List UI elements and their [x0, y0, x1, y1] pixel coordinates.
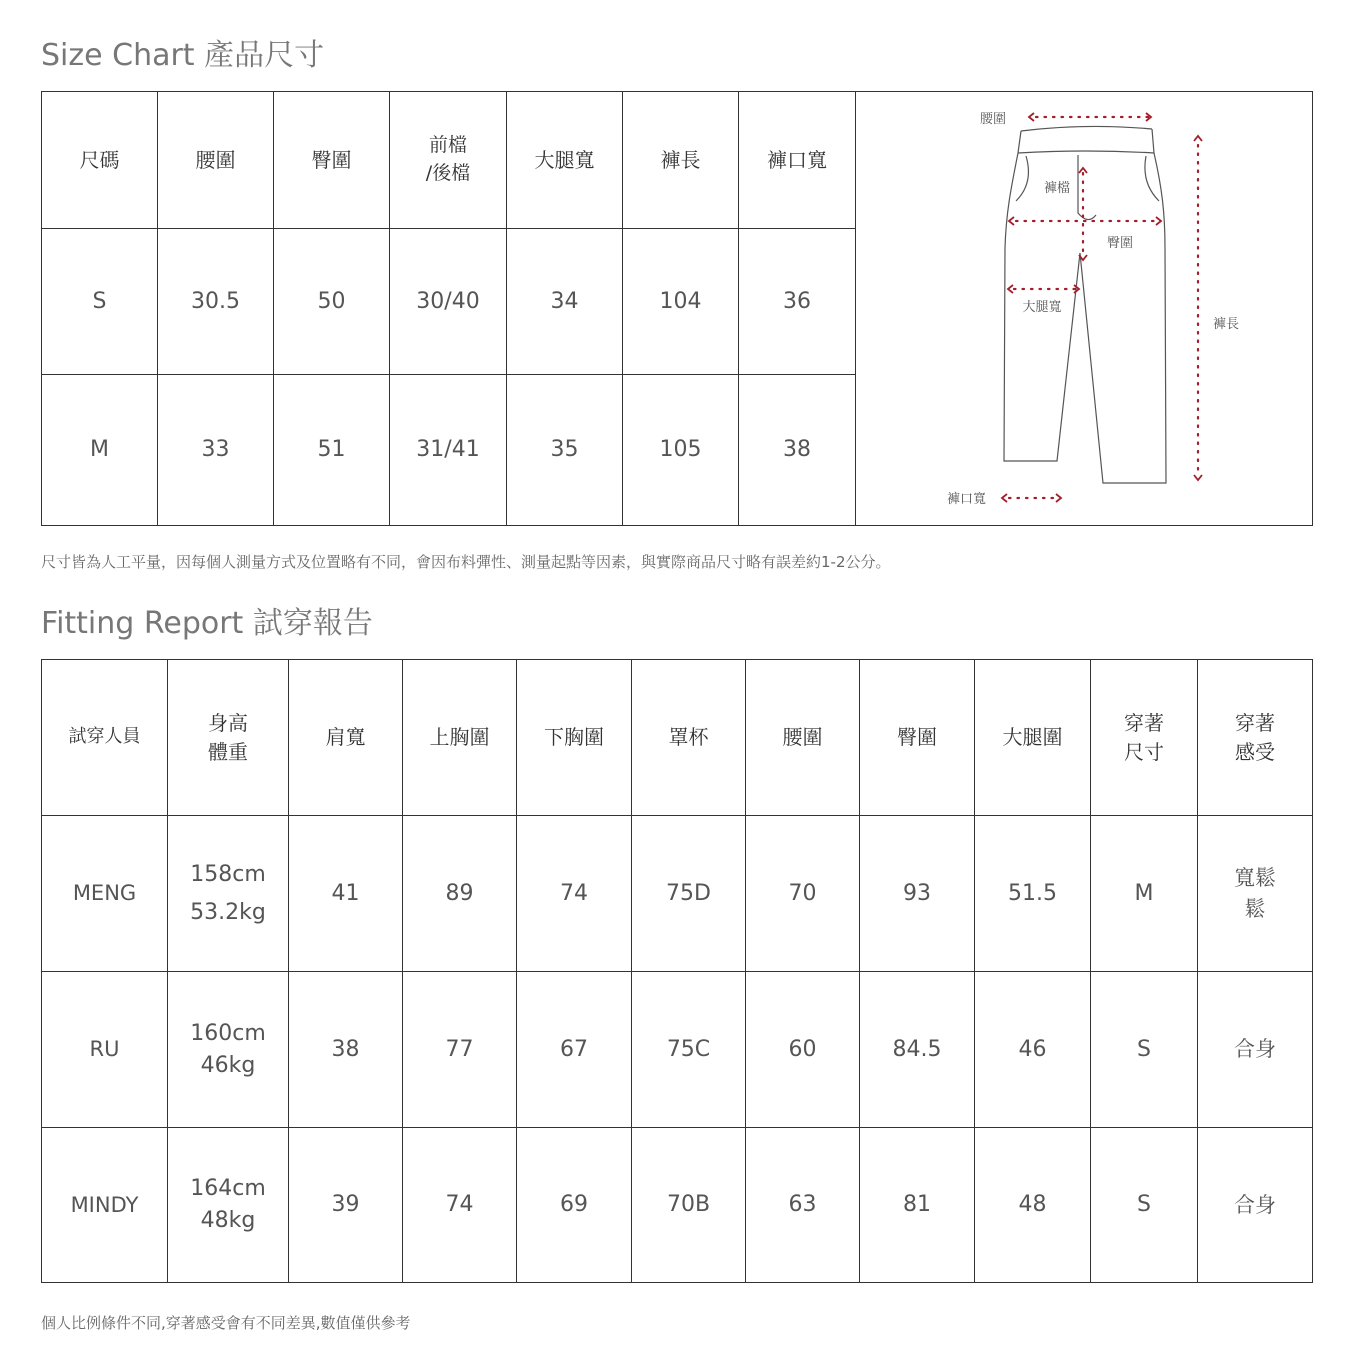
cell-size: M — [42, 375, 158, 526]
header-crotch-line2: /後檔 — [425, 162, 471, 184]
cell-height-weight — [168, 816, 289, 972]
cell-waist: 30.5 — [158, 229, 274, 375]
cell-under-chest: 74 — [517, 816, 632, 972]
fitting-report-note: 個人比例條件不同,穿著感受會有不同差異,數值僅供參考 — [41, 1314, 411, 1332]
header-crotch-line1: 前檔 — [428, 134, 467, 157]
header-hem: 褲口寬 — [739, 92, 856, 229]
cell-thigh: 34 — [507, 229, 623, 375]
header-upper-chest: 上胸圍 — [403, 660, 517, 816]
cell-waist: 33 — [158, 375, 274, 526]
cell-weight: 53.2kg — [190, 899, 266, 925]
cell-wear-feel — [1198, 816, 1313, 972]
cell-cup: 75C — [632, 972, 746, 1128]
header-weight: 體重 — [208, 739, 248, 764]
label-length: 褲長 — [1213, 316, 1240, 332]
label-hem: 褲口寬 — [946, 491, 986, 507]
header-length: 褲長 — [623, 92, 739, 229]
header-wear-feel-line2: 感受 — [1235, 739, 1275, 764]
cell-size: S — [42, 229, 158, 375]
cell-crotch: 31/41 — [390, 375, 507, 526]
cell-hem: 38 — [739, 375, 856, 526]
cell-thigh: 35 — [507, 375, 623, 526]
cell-upper-chest: 89 — [403, 816, 517, 972]
header-shoulder: 肩寬 — [289, 660, 403, 816]
header-under-chest: 下胸圍 — [517, 660, 632, 816]
cell-upper-chest: 74 — [403, 1128, 517, 1283]
cell-cup: 75D — [632, 816, 746, 972]
cell-height: 160cm — [190, 1020, 266, 1046]
fitting-row-meng — [42, 816, 1313, 972]
cell-crotch: 30/40 — [390, 229, 507, 375]
header-thigh: 大腿圍 — [975, 660, 1091, 816]
cell-weight: 46kg — [200, 1052, 256, 1078]
cell-length: 105 — [623, 375, 739, 526]
header-cup: 罩杯 — [632, 660, 746, 816]
cell-under-chest: 69 — [517, 1128, 632, 1283]
header-crotch — [390, 92, 507, 229]
cell-height-weight — [168, 1128, 289, 1283]
cell-worn-size: S — [1091, 972, 1198, 1128]
pants-diagram-cell — [856, 92, 1313, 526]
cell-height: 164cm — [190, 1176, 266, 1202]
cell-thigh: 46 — [975, 972, 1091, 1128]
header-worn-size-line1: 穿著 — [1124, 710, 1164, 735]
fitting-header-row — [42, 660, 1313, 816]
label-hip: 臀圍 — [1106, 235, 1134, 251]
size-chart-table — [41, 91, 1313, 526]
cell-wear-feel: 合身 — [1198, 1128, 1313, 1283]
cell-wear-feel-line1: 寬鬆 — [1234, 866, 1276, 891]
label-waist: 腰圍 — [979, 111, 1006, 127]
cell-waist: 70 — [746, 816, 860, 972]
cell-hip: 93 — [860, 816, 975, 972]
cell-height: 158cm — [190, 862, 266, 888]
label-crotch: 褲檔 — [1043, 180, 1070, 196]
cell-length: 104 — [623, 229, 739, 375]
header-person: 試穿人員 — [42, 660, 168, 816]
cell-weight: 48kg — [200, 1208, 256, 1233]
header-hip: 臀圍 — [274, 92, 390, 229]
cell-hip: 51 — [274, 375, 390, 526]
pants-diagram — [856, 93, 1311, 525]
cell-cup: 70B — [632, 1128, 746, 1283]
header-hip: 臀圍 — [860, 660, 975, 816]
cell-wear-feel: 合身 — [1198, 972, 1313, 1128]
cell-hem: 36 — [739, 229, 856, 375]
cell-person: RU — [42, 972, 168, 1128]
label-thigh: 大腿寬 — [1022, 299, 1062, 315]
header-height-weight — [168, 660, 289, 816]
header-size: 尺碼 — [42, 92, 158, 229]
cell-shoulder: 38 — [289, 972, 403, 1128]
cell-thigh: 48 — [975, 1128, 1091, 1283]
cell-waist: 60 — [746, 972, 860, 1128]
cell-wear-feel-line2: 鬆 — [1244, 896, 1266, 921]
cell-hip: 81 — [860, 1128, 975, 1283]
header-worn-size — [1091, 660, 1198, 816]
header-waist: 腰圍 — [158, 92, 274, 229]
header-height: 身高 — [208, 710, 248, 735]
cell-person: MINDY — [42, 1128, 168, 1283]
fitting-row-ru — [42, 972, 1313, 1128]
size-chart-note: 尺寸皆為人工平量，因每個人測量方式及位置略有不同，會因布料彈性、測量起點等因素，與實際商品尺寸略有誤差約1-2公分。 — [41, 553, 891, 571]
cell-hip: 84.5 — [860, 972, 975, 1128]
cell-worn-size: M — [1091, 816, 1198, 972]
cell-worn-size: S — [1091, 1128, 1198, 1283]
cell-thigh: 51.5 — [975, 816, 1091, 972]
fitting-row-mindy — [42, 1128, 1313, 1283]
header-worn-size-line2: 尺寸 — [1124, 739, 1164, 764]
fitting-report-title: Fitting Report 試穿報告 — [41, 606, 373, 641]
header-waist: 腰圍 — [746, 660, 860, 816]
cell-height-weight — [168, 972, 289, 1128]
header-thigh: 大腿寬 — [507, 92, 623, 229]
cell-upper-chest: 77 — [403, 972, 517, 1128]
fitting-report-table — [41, 659, 1313, 1283]
cell-waist: 63 — [746, 1128, 860, 1283]
cell-hip: 50 — [274, 229, 390, 375]
cell-person: MENG — [42, 816, 168, 972]
header-wear-feel — [1198, 660, 1313, 816]
cell-shoulder: 39 — [289, 1128, 403, 1283]
cell-shoulder: 41 — [289, 816, 403, 972]
size-chart-header-row — [42, 92, 1313, 229]
header-wear-feel-line1: 穿著 — [1235, 710, 1275, 735]
cell-under-chest: 67 — [517, 972, 632, 1128]
size-chart-title: Size Chart 產品尺寸 — [41, 38, 325, 73]
